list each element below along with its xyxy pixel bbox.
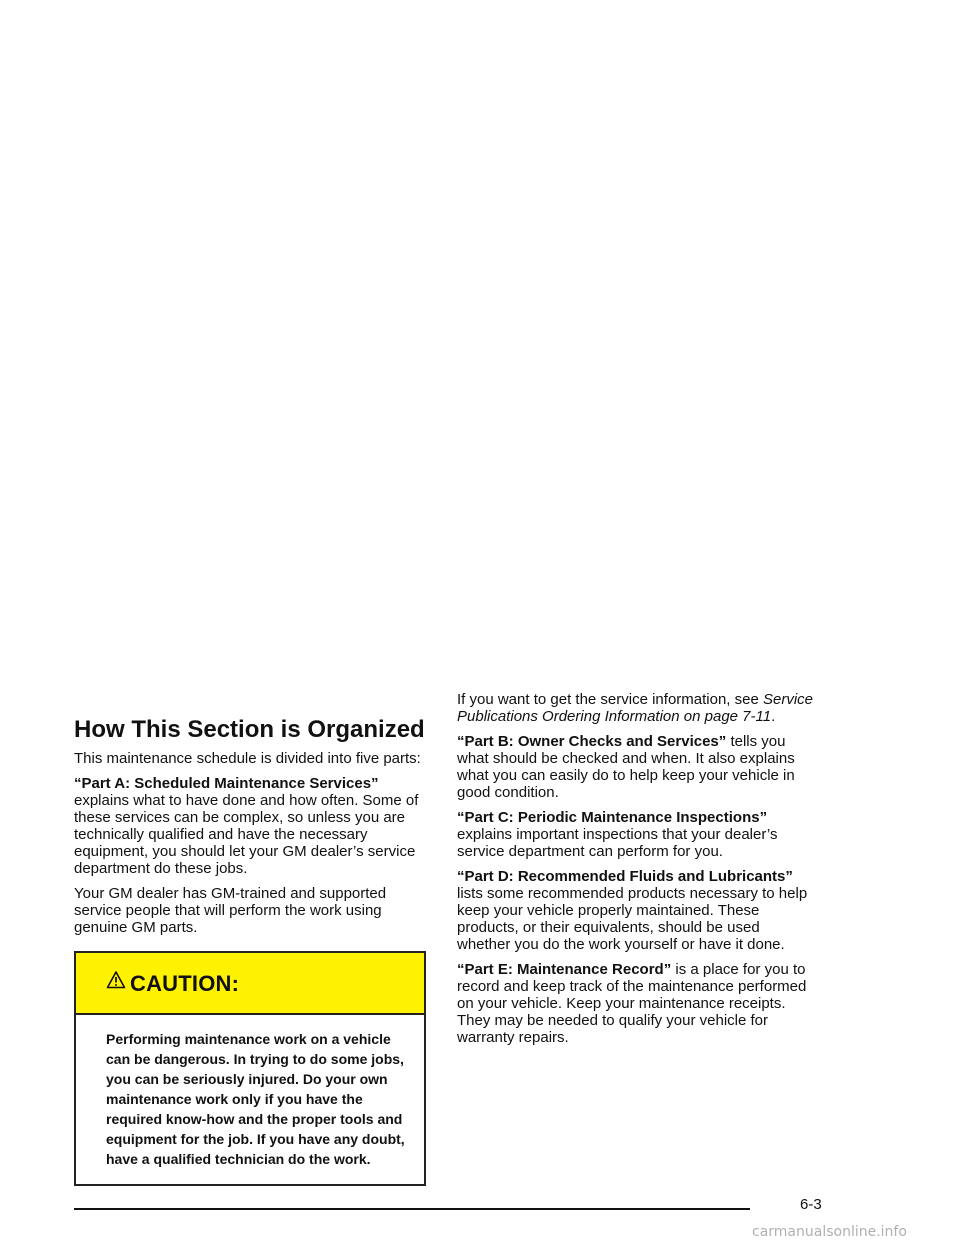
part-c-text: explains important inspections that your dealer’s service department can perform for you. — [457, 826, 778, 860]
part-e-paragraph — [457, 961, 817, 1046]
service-info-suffix: . — [771, 708, 776, 725]
left-column — [74, 716, 430, 1186]
part-a-paragraph — [74, 775, 430, 877]
right-column — [457, 691, 817, 1054]
watermark: carmanualsonline.info — [752, 1224, 907, 1240]
caution-text: Performing maintenance work on a vehicle can be dangerous. In trying to do some jobs, you can be seriously injured. Do your own maintenance work only if you have the required know-how and the proper tools and equipment for the job. If you have any doubt, have a qualified technician do the work. — [106, 1031, 405, 1167]
part-b-paragraph — [457, 733, 817, 801]
part-a-text: explains what to have done and how often. Some of these services can be complex, so unless you are technically qualified and have the necessary equipment, you should let your GM dealer’s service department do these jobs. — [74, 792, 419, 877]
dealer-paragraph: Your GM dealer has GM-trained and supported service people that will perform the work using genuine GM parts. — [74, 885, 387, 936]
part-d-text: lists some recommended products necessary to help keep your vehicle properly maintained. These products, or their equivalents, should be used whether you do the work yourself or have it done. — [457, 885, 808, 953]
part-e-text: is a place for you to record and keep track of the maintenance performed on your vehicle. Keep your maintenance receipts. They may be needed to qualify your vehicle for warranty repairs. — [457, 961, 807, 1046]
page-number: 6-3 — [800, 1196, 822, 1213]
part-b-title: “Part B: Owner Checks and Services” — [457, 733, 727, 750]
service-info-paragraph — [457, 691, 817, 725]
service-info-prefix: If you want to get the service information, see — [457, 691, 763, 708]
part-a-title: “Part A: Scheduled Maintenance Services” — [74, 775, 379, 792]
caution-box — [74, 951, 426, 1186]
part-d-paragraph — [457, 868, 817, 953]
footer-rule — [74, 1208, 750, 1210]
warning-triangle-icon — [106, 970, 126, 990]
part-e-title: “Part E: Maintenance Record” — [457, 961, 672, 978]
part-c-title: “Part C: Periodic Maintenance Inspections” — [457, 809, 768, 826]
part-c-paragraph — [457, 809, 817, 860]
section-heading: How This Section is Organized — [74, 716, 425, 743]
caution-title: CAUTION: — [130, 970, 240, 996]
intro-paragraph: This maintenance schedule is divided into five parts: — [74, 750, 421, 767]
service-info-reference: Service Publications Ordering Information on page 7-11 — [457, 691, 814, 725]
part-d-title: “Part D: Recommended Fluids and Lubricants” — [457, 868, 793, 885]
caution-header — [76, 953, 424, 1015]
part-b-text: tells you what should be checked and when. It also explains what you can easily do to help keep your vehicle in good condition. — [457, 733, 795, 801]
